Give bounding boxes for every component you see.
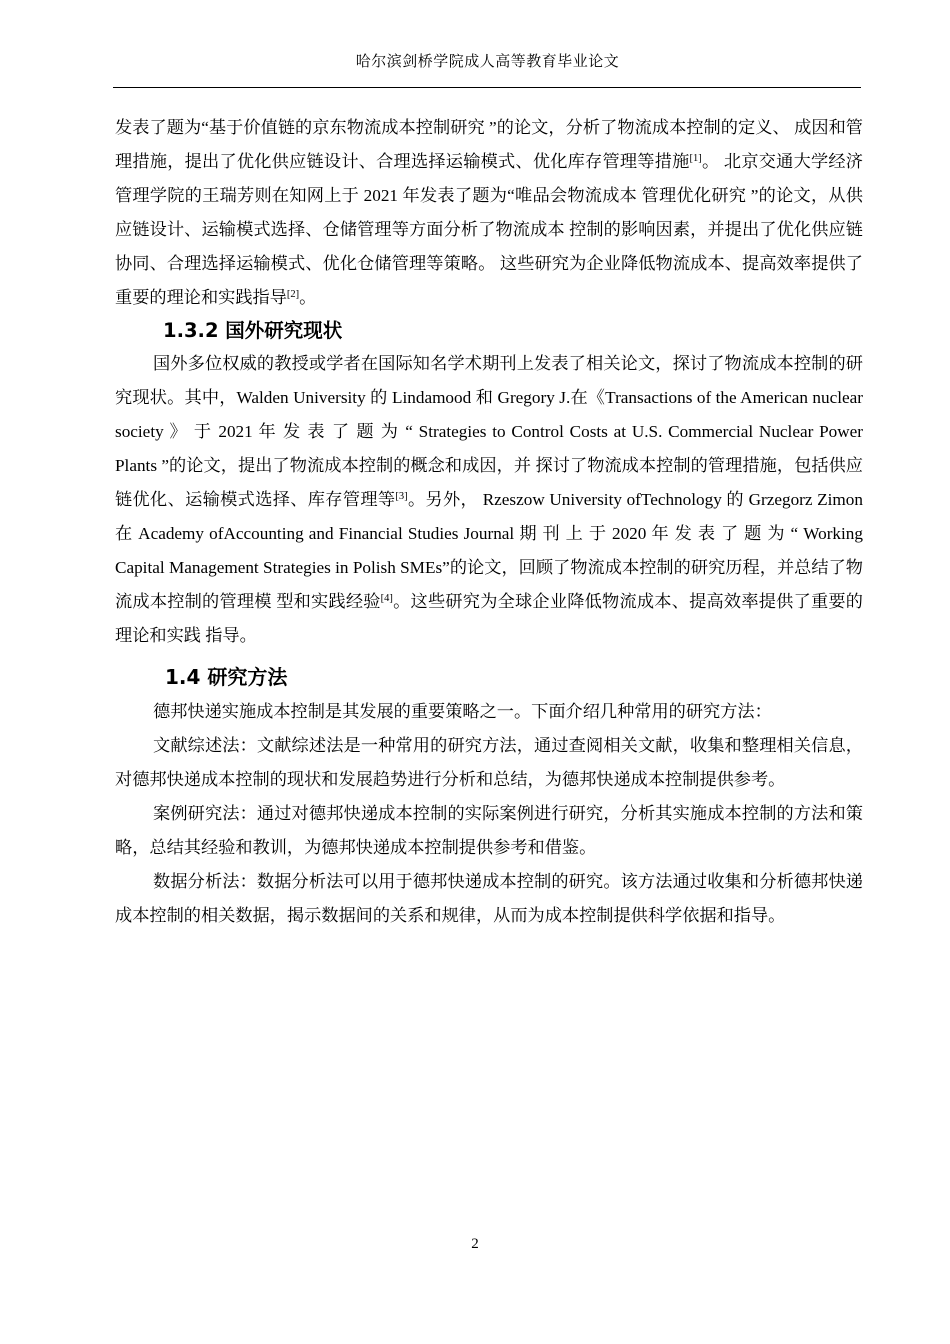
citation-4: [4] [380, 593, 393, 604]
paragraph-text: 。 北京交通大学经济管理学院的王瑞芳则在知网上于 2021 年发表了题为“唯品会物流成本 管理优化研究 ”的论文，从供应链设计、运输模式选择、仓储管理等方面分析了物流成本 控制的影响因素，并提出了优化供应链协同、合理选择运输模式、优化仓储管理等策略。 这些研究为企业降低物流成本、提高效率提供了重要的理论和实践指导 [115, 152, 863, 307]
page-header-title: 哈尔滨剑桥学院成人高等教育毕业论文 [355, 54, 620, 70]
paragraph-text: 发表了题为“基于价值链的京东物流成本控制研究 ”的论文，分析了物流成本控制的定义、 成因和管理措施，提出了优化供应链设计、合理选择运输模式、优化库存管理等措施 [115, 118, 863, 171]
paragraph-text: 。 [299, 288, 317, 307]
paragraph-domestic-research [115, 111, 863, 315]
section-heading-1-4: 1.4 研究方法 [165, 665, 288, 689]
citation-1: [1] [689, 153, 702, 164]
citation-3: [3] [395, 491, 408, 502]
paragraph-text: 国外多位权威的教授或学者在国际知名学术期刊上发表了相关论文，探讨了物流成本控制的研究现状。其中，Walden University 的 Lindamood 和 Gregory J.在《Transactions of the American nuclear society 》 于 2021 年 发 表 了 题 为 “ Strategies to Control Costs at U.S. Commercial Nuclear Power Plants ”的论文，提出了物流成本控制的概念和成因，并 探讨了物流成本控制的管理措施，包括供应链优化、运输模式选择、库存管理等 [115, 354, 863, 509]
paragraph-data-analysis: 数据分析法：数据分析法可以用于德邦快递成本控制的研究。该方法通过收集和分析德邦快递成本控制的相关数据，揭示数据间的关系和规律，从而为成本控制提供科学依据和指导。 [115, 872, 863, 925]
document-body [115, 111, 863, 933]
paragraph-foreign-research [115, 347, 863, 653]
citation-2: [2] [286, 289, 300, 300]
header-divider [113, 87, 861, 88]
page-number: 2 [471, 1236, 479, 1252]
paragraph-literature-review: 文献综述法：文献综述法是一种常用的研究方法，通过查阅相关文献，收集和整理相关信息，对德邦快递成本控制的现状和发展趋势进行分析和总结，为德邦快递成本控制提供参考。 [115, 736, 863, 789]
paragraph-case-study: 案例研究法：通过对德邦快递成本控制的实际案例进行研究，分析其实施成本控制的方法和策略，总结其经验和教训，为德邦快递成本控制提供参考和借鉴。 [115, 804, 863, 857]
paragraph-methods-intro: 德邦快递实施成本控制是其发展的重要策略之一。下面介绍几种常用的研究方法： [153, 702, 772, 721]
section-heading-1-3-2: 1.3.2 国外研究现状 [163, 319, 343, 342]
paragraph-text: 。这些研究为全球企业降低物流成本、提高效率提供了重要的理论和实践 指导。 [115, 592, 863, 645]
paragraph-text: 。另外， Rzeszow University ofTechnology 的 Grzegorz Zimon 在 Academy ofAccounting and Financial Studies Journal 期 刊 上 于 2020 年 发 表 了 题 为 “ Working Capital Management Strategies in Polish SMEs”的论文，回顾了物流成本控制的研究历程，并总结了物流成本控制的管理模 型和实践经验 [115, 490, 863, 611]
